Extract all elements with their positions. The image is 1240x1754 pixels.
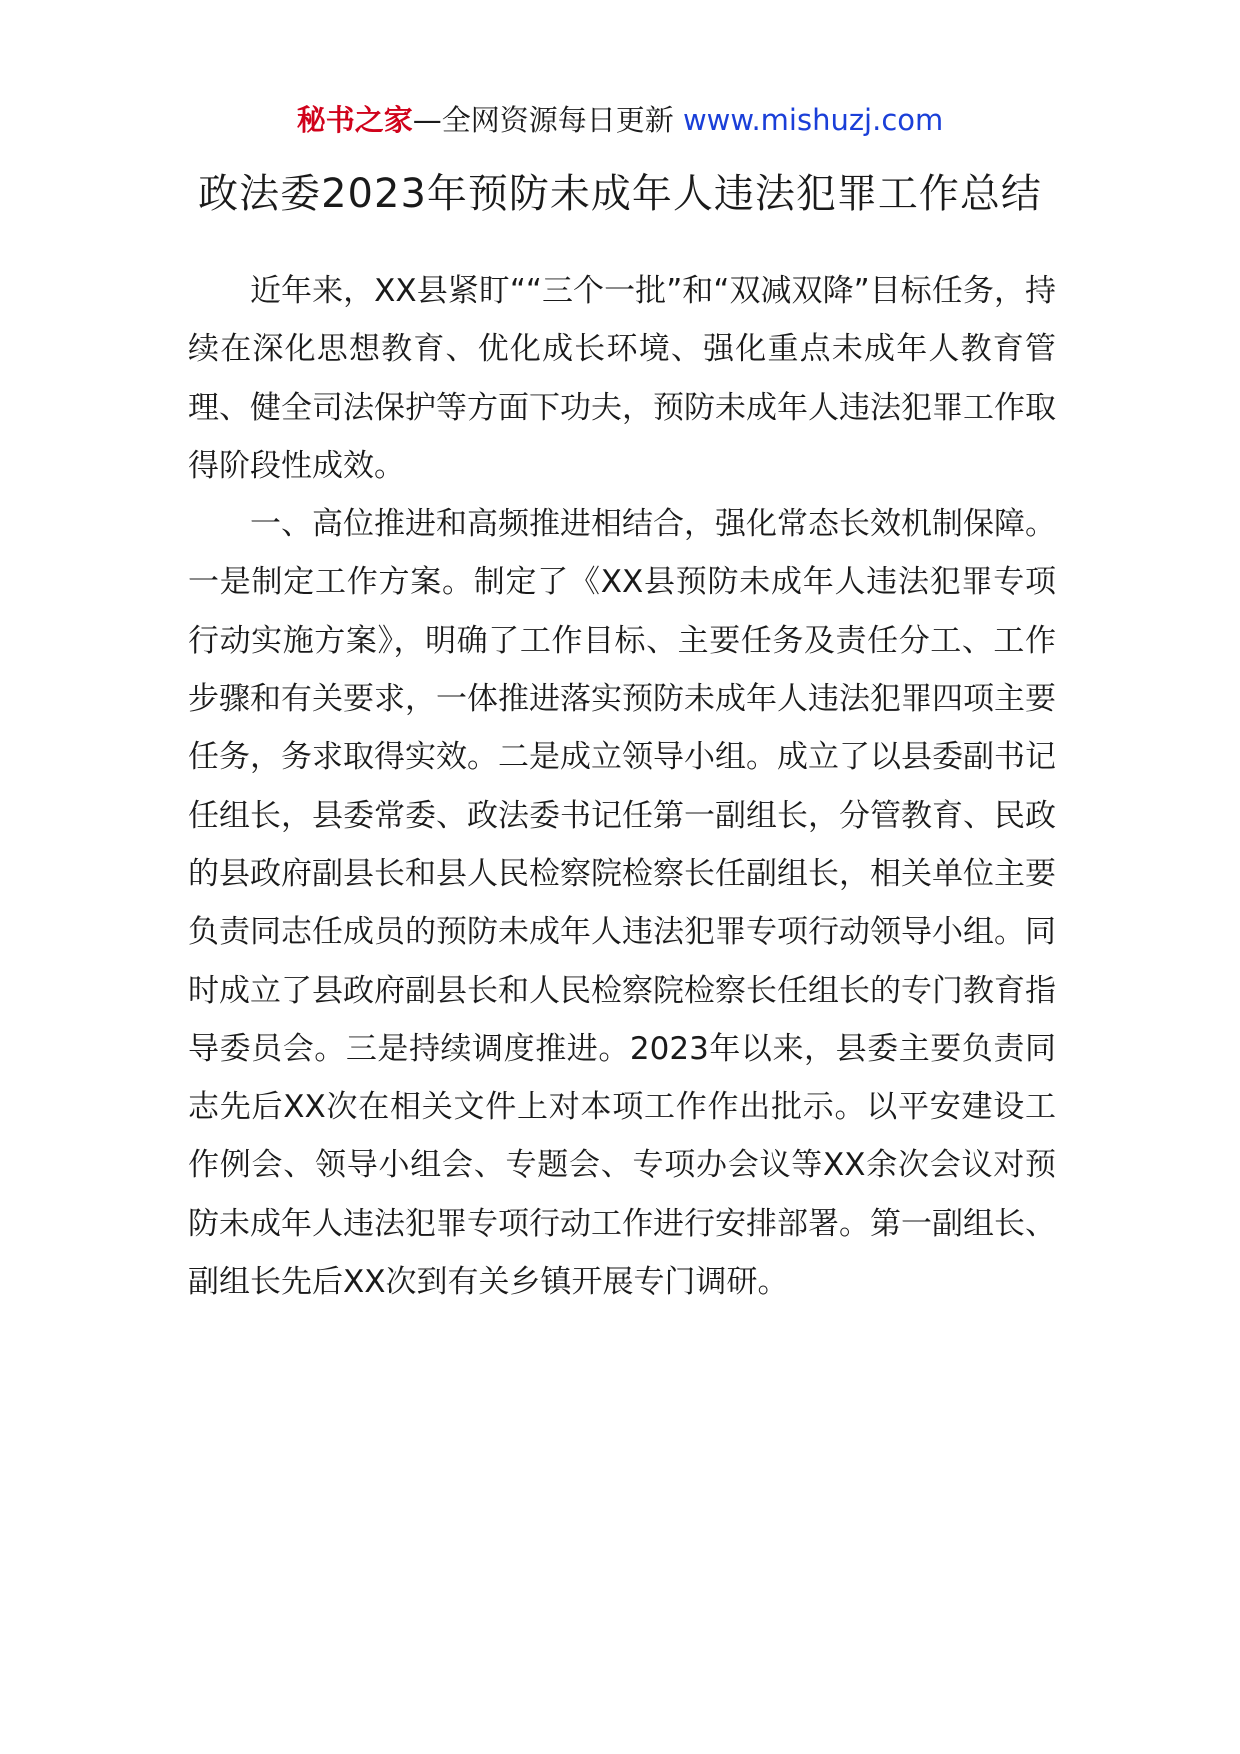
website-link[interactable]: www.mishuzj.com: [682, 103, 944, 137]
brand-name: 秘书之家: [296, 103, 413, 137]
banner-slogan: —全网资源每日更新: [412, 103, 683, 137]
section-one-paragraph: 一、高位推进和高频推进相结合，强化常态长效机制保障。一是制定工作方案。制定了《XX县预防未成年人违法犯罪专项行动实施方案》，明确了工作目标、主要任务及责任分工、工作步骤和有关要求，一体推进落实预防未成年人违法犯罪四项主要任务，务求取得实效。二是成立领导小组。成立了以县委副书记任组长，县委常委、政法委书记任第一副组长，分管教育、民政的县政府副县长和县人民检察院检察长任副组长，相关单位主要负责同志任成员的预防未成年人违法犯罪专项行动领导小组。同时成立了县政府副县长和人民检察院检察长任组长的专门教育指导委员会。三是持续调度推进。2023年以来，县委主要负责同志先后XX次在相关文件上对本项工作作出批示。以平安建设工作例会、领导小组会、专题会、专项办会议等XX余次会议对预防未成年人违法犯罪专项行动工作进行安排部署。第一副组长、副组长先后XX次到有关乡镇开展专门调研。: [188, 506, 1056, 1301]
intro-paragraph: 近年来，XX县紧盯““三个一批”和“双减双降”目标任务，持续在深化思想教育、优化成长环境、强化重点未成年人教育管理、健全司法保护等方面下功夫，预防未成年人违法犯罪工作取得阶段性成效。: [188, 273, 1056, 484]
document-title: 政法委2023年预防未成年人违法犯罪工作总结: [198, 171, 1042, 217]
header-banner: [0, 100, 1240, 140]
document-body: [188, 262, 1056, 1311]
